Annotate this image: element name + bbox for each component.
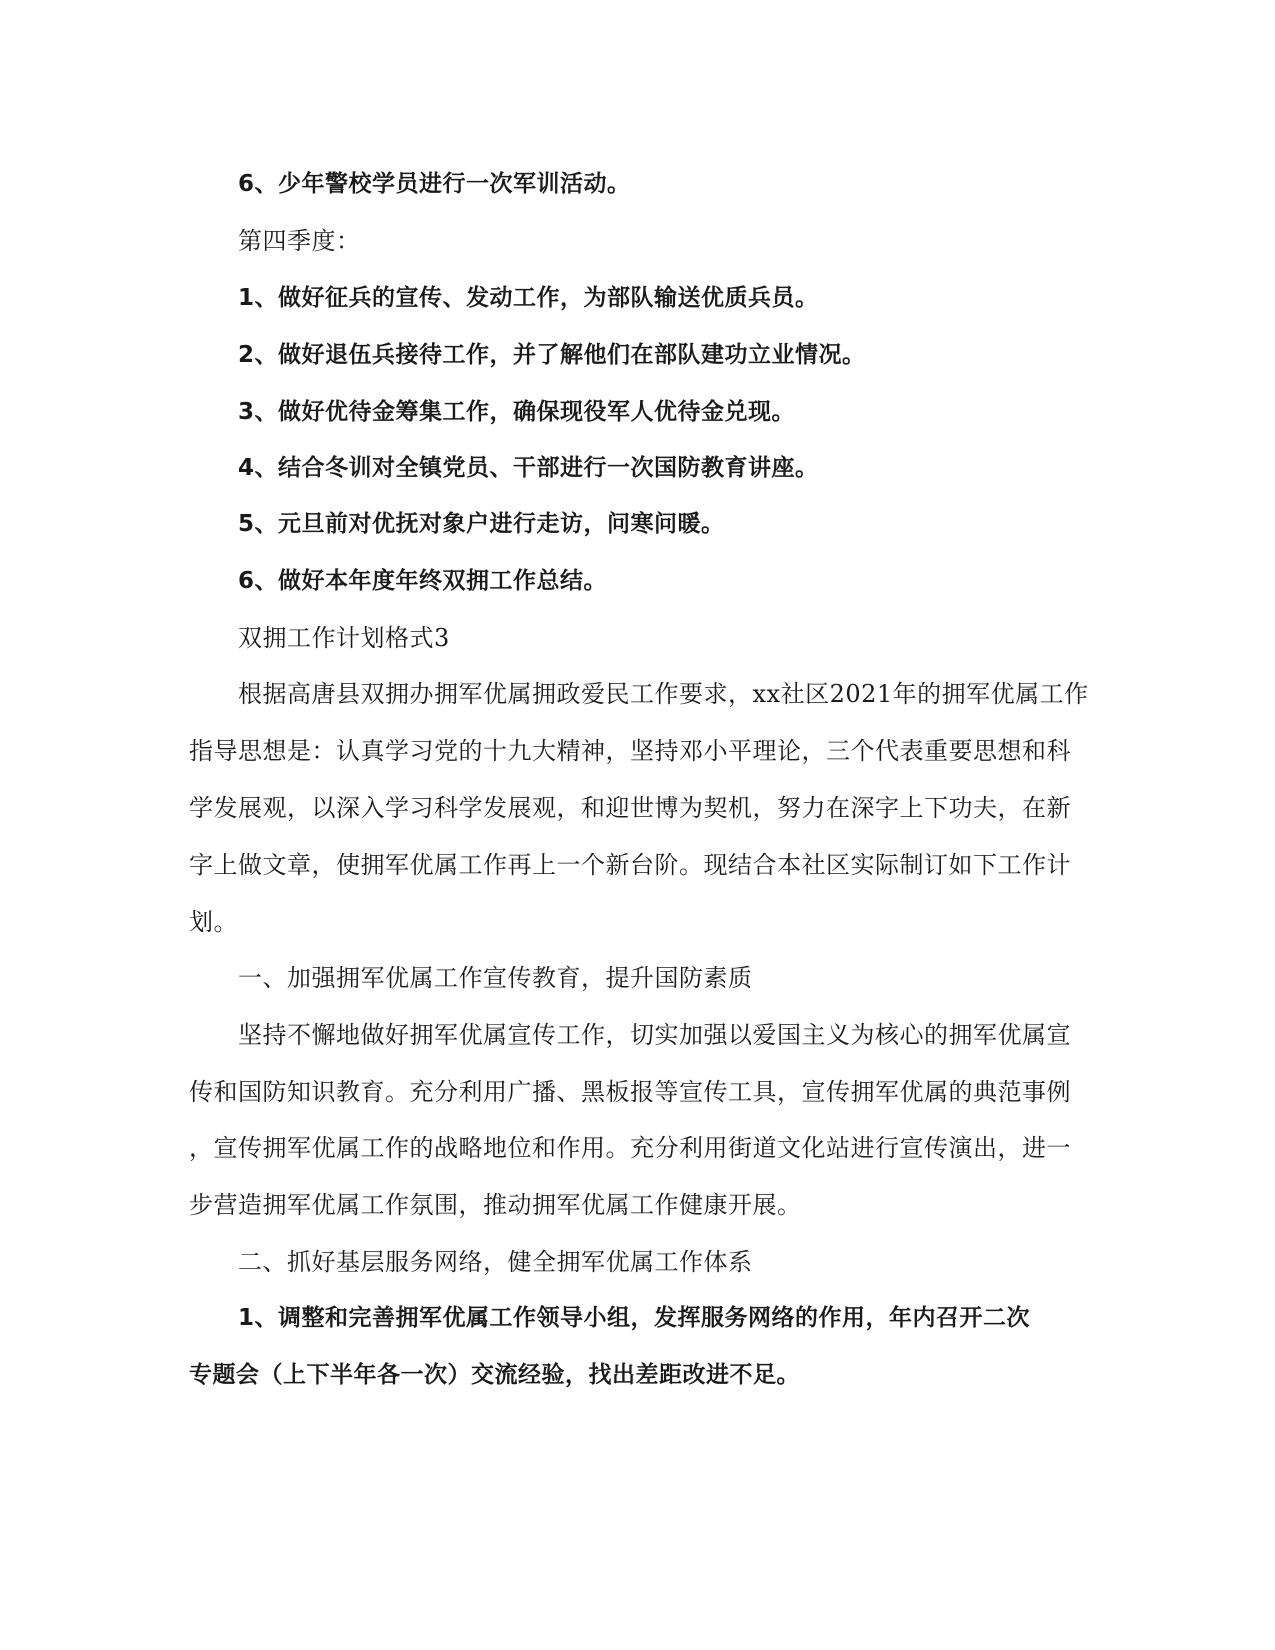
q4-item-5: 5、元旦前对优抚对象户进行走访，问寒问暖。 xyxy=(238,511,725,537)
part1-title: 一、加强拥军优属工作宣传教育，提升国防素质 xyxy=(238,964,753,992)
q4-item-1: 1、做好征兵的宣传、发动工作，为部队输送优质兵员。 xyxy=(238,285,819,311)
section-title: 双拥工作计划格式3 xyxy=(238,624,450,652)
q4-item-4: 4、结合冬训对全镇党员、干部进行一次国防教育讲座。 xyxy=(238,455,819,481)
part1-line-3: ，宣传拥军优属工作的战略地位和作用。充分利用街道文化站进行宣传演出，进一 xyxy=(189,1134,1071,1162)
q4-item-3: 3、做好优待金筹集工作，确保现役军人优待金兑现。 xyxy=(238,399,796,425)
part2-title: 二、抓好基层服务网络，健全拥军优属工作体系 xyxy=(238,1248,753,1276)
intro-line-3: 学发展观，以深入学习科学发展观，和迎世博为契机，努力在深字上下功夫，在新 xyxy=(189,794,1071,822)
part1-line-2: 传和国防知识教育。充分利用广播、黑板报等宣传工具，宣传拥军优属的典范事例 xyxy=(189,1078,1071,1106)
part1-line-4: 步营造拥军优属工作氛围，推动拥军优属工作健康开展。 xyxy=(189,1191,802,1219)
q3-item-6: 6、少年警校学员进行一次军训活动。 xyxy=(238,171,631,197)
intro-line-1: 根据高唐县双拥办拥军优属拥政爱民工作要求，xx社区2021年的拥军优属工作 xyxy=(238,680,1089,708)
intro-line-4: 字上做文章，使拥军优属工作再上一个新台阶。现结合本社区实际制订如下工作计 xyxy=(189,851,1071,879)
part1-line-1: 坚持不懈地做好拥军优属宣传工作，切实加强以爱国主义为核心的拥军优属宣 xyxy=(238,1021,1071,1049)
part2-item1-line-1: 1、调整和完善拥军优属工作领导小组，发挥服务网络的作用，年内召开二次 xyxy=(238,1305,1031,1331)
q4-item-6: 6、做好本年度年终双拥工作总结。 xyxy=(238,568,608,594)
q4-heading: 第四季度： xyxy=(238,227,361,255)
intro-line-5: 划。 xyxy=(189,908,238,936)
part2-item1-line-2: 专题会（上下半年各一次）交流经验，找出差距改进不足。 xyxy=(189,1362,800,1388)
intro-line-2: 指导思想是：认真学习党的十九大精神，坚持邓小平理论，三个代表重要思想和科 xyxy=(189,737,1071,765)
q4-item-2: 2、做好退伍兵接待工作，并了解他们在部队建功立业情况。 xyxy=(238,342,866,368)
